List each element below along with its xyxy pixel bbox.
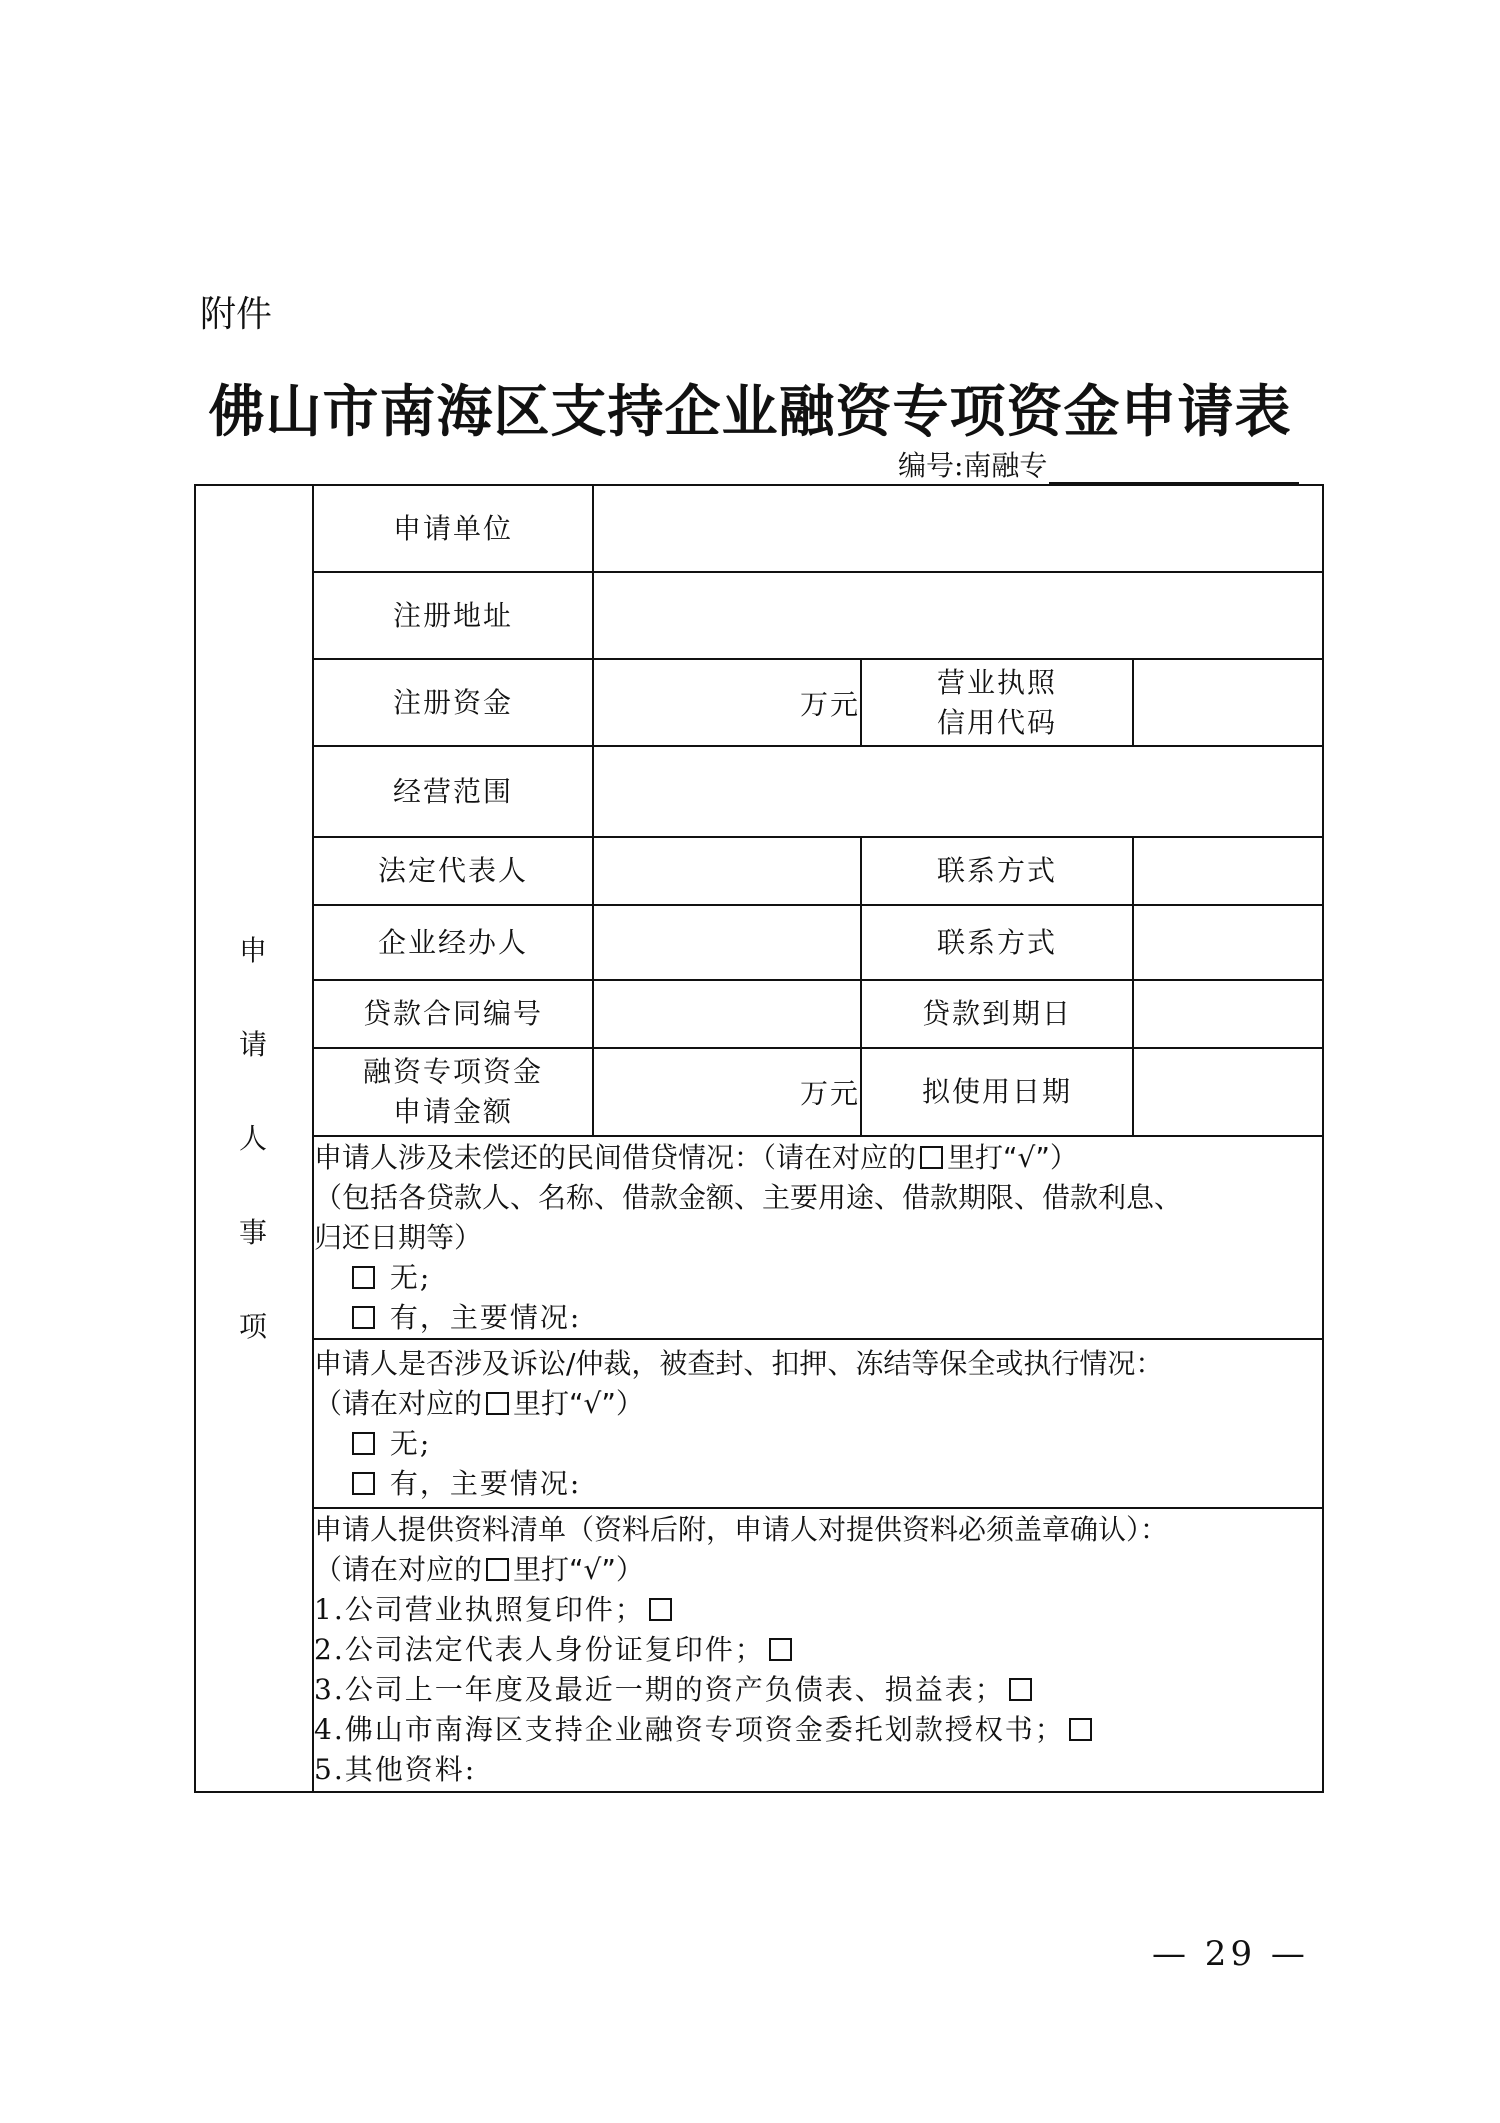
- handler-label: 企业经办人: [313, 905, 593, 980]
- document-item-label: 4.佛山市南海区支持企业融资专项资金委托划款授权书；: [314, 1713, 1065, 1746]
- side-char: 请: [238, 1027, 269, 1061]
- checkbox-icon: [486, 1392, 509, 1415]
- capital-label: 注册资金: [313, 659, 593, 746]
- checkbox[interactable]: [352, 1266, 375, 1289]
- address-field[interactable]: [593, 572, 1323, 659]
- checkbox-icon: [486, 1558, 509, 1581]
- license-code-label: [861, 659, 1133, 746]
- documents-sub-text: （请在对应的: [314, 1553, 483, 1586]
- private-lending-heading: [314, 1138, 1322, 1178]
- documents-sub-text-end: 里打“√”）: [513, 1553, 644, 1586]
- document-item[interactable]: [314, 1710, 1322, 1750]
- fund-label-line1: 融资专项资金: [362, 1055, 543, 1088]
- page-number: — 29 —: [1152, 1934, 1309, 1974]
- address-label: 注册地址: [313, 572, 593, 659]
- checkbox[interactable]: [352, 1432, 375, 1455]
- document-item-label: 3.公司上一年度及最近一期的资产负债表、损益表；: [314, 1673, 1005, 1706]
- loan-contract-field[interactable]: [593, 980, 861, 1048]
- private-lending-heading-text-end: 里打“√”）: [947, 1140, 1078, 1174]
- option-label: 有，主要情况:: [389, 1300, 582, 1334]
- private-lending-heading-text: 申请人涉及未偿还的民间借贷情况：（请在对应的: [314, 1140, 917, 1174]
- litigation-sub-text: （请在对应的: [314, 1386, 483, 1420]
- document-item[interactable]: [314, 1590, 1322, 1630]
- handler-contact-label: 联系方式: [861, 905, 1133, 980]
- checkbox[interactable]: [649, 1598, 672, 1621]
- fund-amount-label: [313, 1048, 593, 1136]
- document-item[interactable]: [314, 1670, 1322, 1710]
- handler-contact-field[interactable]: [1133, 905, 1323, 980]
- private-lending-option-none[interactable]: [314, 1258, 1322, 1298]
- checkbox[interactable]: [1009, 1678, 1032, 1701]
- form-title: 佛山市南海区支持企业融资专项资金申请表: [208, 379, 1292, 445]
- litigation-section: [313, 1339, 1323, 1508]
- litigation-subheading: [314, 1384, 1322, 1424]
- use-date-field[interactable]: [1133, 1048, 1323, 1136]
- handler-field[interactable]: [593, 905, 861, 980]
- side-char: 项: [238, 1309, 269, 1343]
- loan-due-label: 贷款到期日: [861, 980, 1133, 1048]
- side-char: 人: [238, 1121, 269, 1155]
- scope-label: 经营范围: [313, 746, 593, 837]
- application-form-table: [194, 484, 1324, 1793]
- fund-unit: 万元: [799, 1077, 860, 1110]
- legal-rep-contact-field[interactable]: [1133, 837, 1323, 905]
- form-number-blank: [1049, 452, 1299, 484]
- checkbox[interactable]: [352, 1306, 375, 1329]
- document-item-other: 5.其他资料:: [314, 1753, 477, 1786]
- private-lending-option-yes[interactable]: [314, 1298, 1322, 1338]
- legal-rep-label: 法定代表人: [313, 837, 593, 905]
- documents-subheading: [314, 1550, 1322, 1590]
- loan-contract-label: 贷款合同编号: [313, 980, 593, 1048]
- fund-amount-field[interactable]: [593, 1048, 861, 1136]
- option-label: 无;: [389, 1260, 432, 1294]
- scope-field[interactable]: [593, 746, 1323, 837]
- form-number-label: 编号:南融专: [898, 449, 1048, 482]
- license-label-line2: 信用代码: [936, 705, 1057, 739]
- private-lending-note: （包括各贷款人、名称、借款金额、主要用途、借款期限、借款利息、: [314, 1180, 1183, 1214]
- form-number: [898, 444, 1299, 484]
- legal-rep-contact-label: 联系方式: [861, 837, 1133, 905]
- option-label: 无;: [389, 1426, 432, 1460]
- documents-heading: 申请人提供资料清单（资料后附，申请人对提供资料必须盖章确认）：: [314, 1513, 1169, 1546]
- checkbox[interactable]: [769, 1638, 792, 1661]
- checkbox[interactable]: [1069, 1718, 1092, 1741]
- applicant-label: 申请单位: [313, 485, 593, 572]
- license-code-field[interactable]: [1133, 659, 1323, 746]
- document-item[interactable]: [314, 1630, 1322, 1670]
- applicant-field[interactable]: [593, 485, 1323, 572]
- litigation-option-yes[interactable]: [314, 1464, 1322, 1504]
- legal-rep-field[interactable]: [593, 837, 861, 905]
- document-item-label: 1.公司营业执照复印件；: [314, 1593, 645, 1626]
- loan-due-field[interactable]: [1133, 980, 1323, 1048]
- litigation-option-none[interactable]: [314, 1424, 1322, 1464]
- option-label: 有，主要情况:: [389, 1466, 582, 1500]
- private-lending-note-cont: 归还日期等）: [314, 1220, 483, 1254]
- checkbox-icon: [920, 1146, 943, 1169]
- document-item-label: 2.公司法定代表人身份证复印件；: [314, 1633, 765, 1666]
- private-lending-section: [313, 1136, 1323, 1339]
- litigation-heading: 申请人是否涉及诉讼/仲裁，被查封、扣押、冻结等保全或执行情况：: [314, 1346, 1164, 1380]
- attachment-label: 附件: [200, 294, 273, 335]
- side-label-applicant-items: [195, 485, 313, 1792]
- litigation-sub-text-end: 里打“√”）: [513, 1386, 644, 1420]
- use-date-label: 拟使用日期: [861, 1048, 1133, 1136]
- documents-section: [313, 1508, 1323, 1792]
- checkbox[interactable]: [352, 1472, 375, 1495]
- side-char: 事: [238, 1215, 269, 1249]
- license-label-line1: 营业执照: [936, 665, 1057, 699]
- side-char: 申: [238, 933, 269, 967]
- fund-label-line2: 申请金额: [392, 1095, 513, 1128]
- capital-field[interactable]: [593, 659, 861, 746]
- capital-unit: 万元: [799, 687, 860, 721]
